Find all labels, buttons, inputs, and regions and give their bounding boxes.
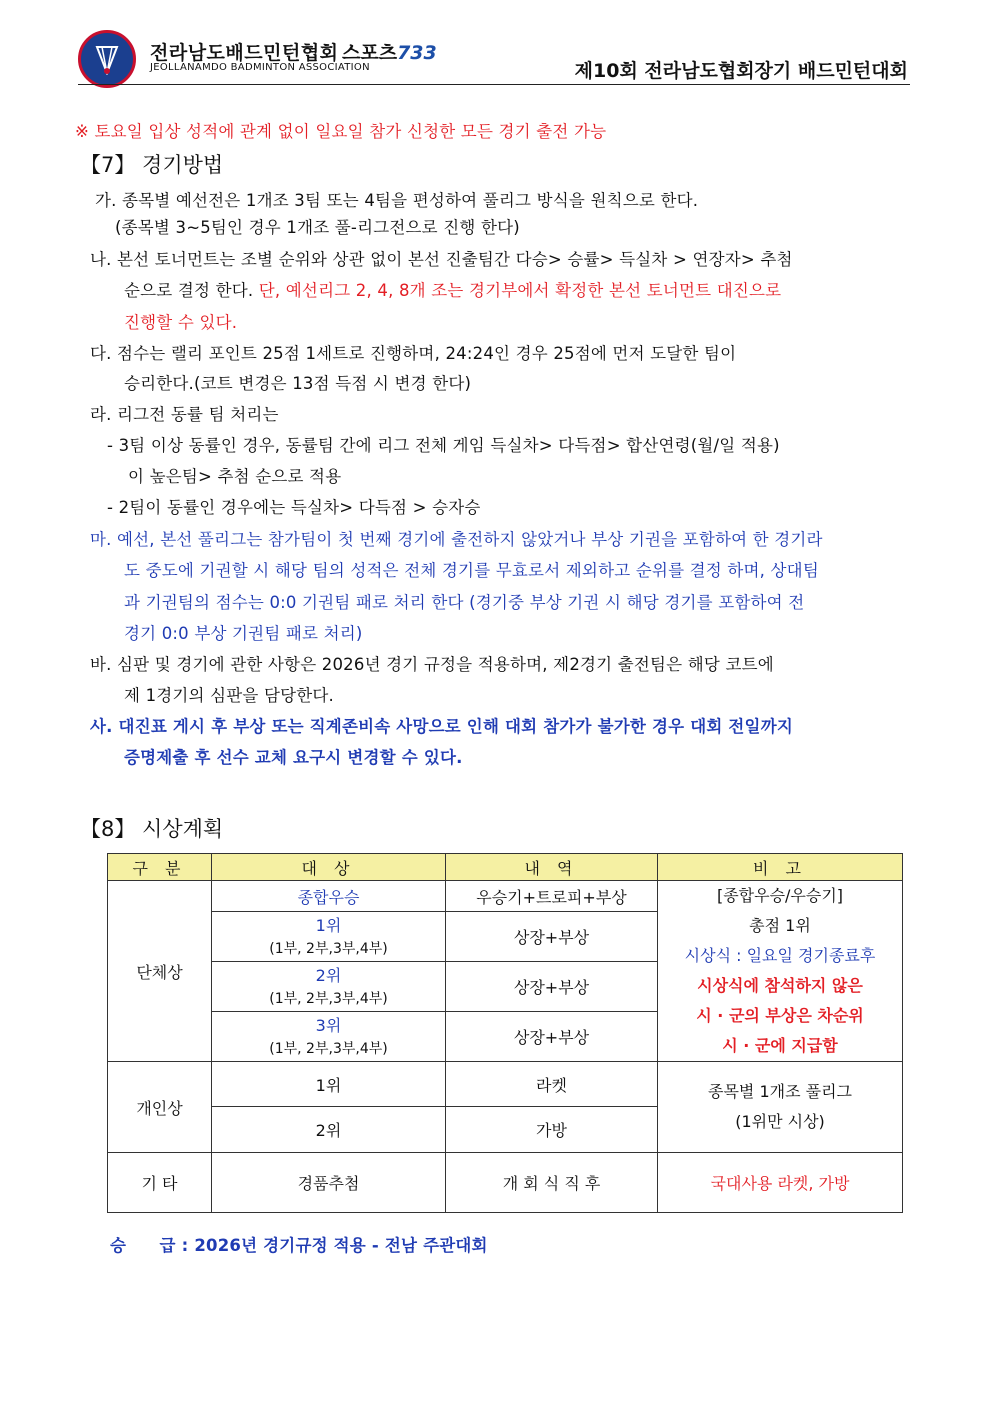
rule-ra-item1: - 3팀 이상 동률인 경우, 동률팀 간에 리그 전체 게임 득실차> 다득점> 합산연령(월/일 적용) <box>107 436 780 455</box>
header-note: 비 고 <box>658 854 903 881</box>
team-note-line6: 시 · 군에 지급함 <box>722 1036 838 1055</box>
rule-na-cont <box>124 277 781 301</box>
team-rank-3-divisions: (1부, 2부,3부,4부) <box>269 1040 388 1057</box>
section8-title: 【8】 시상계획 <box>80 817 224 841</box>
rule-ma-cont3: 경기 0:0 부상 기권팀 패로 처리) <box>124 624 363 643</box>
sports733-logo <box>342 38 437 65</box>
team-rank-1: 1위 <box>315 915 342 935</box>
rule-ba: 바. 심판 및 경기에 관한 사항은 2026년 경기 규정을 적용하며, 제2경기 출전팀은 해당 코트에 <box>90 655 774 674</box>
team-note-line3: 시상식 : 일요일 경기종료후 <box>684 946 876 965</box>
rule-na-exception: 단, 예선리그 2, 4, 8개 조는 경기부에서 확정한 본선 토너먼트 대진으로 <box>258 281 782 300</box>
award-table <box>107 853 903 1213</box>
event-title: 제10회 전라남도협회장기 배드민턴대회 <box>574 60 908 82</box>
rule-ma: 마. 예선, 본선 풀리그는 참가팀이 첫 번째 경기에 출전하지 않았거나 부상 기권을 포함하여 한 경기라 <box>90 530 823 549</box>
team-rank-1-divisions: (1부, 2부,3부,4부) <box>269 940 388 957</box>
team-rank-2: 2위 <box>315 965 342 985</box>
shuttlecock-icon <box>93 43 121 75</box>
individual-target-1st: 1위 <box>212 1062 446 1107</box>
individual-target-2nd: 2위 <box>212 1107 446 1153</box>
team-detail-2nd: 상장+부상 <box>446 962 658 1012</box>
table-row <box>108 1062 903 1107</box>
rule-ba-cont: 제 1경기의 심판을 담당한다. <box>124 686 335 705</box>
team-target-2nd <box>212 962 446 1012</box>
team-target-1st <box>212 912 446 962</box>
rule-na: 나. 본선 토너먼트는 조별 순위와 상관 없이 본선 진출팀간 다승> 승률> 득실차 > 연장자> 추첨 <box>90 250 793 269</box>
rule-ra-item2: - 2팀이 동률인 경우에는 득실차> 다득점 > 승자승 <box>107 498 481 517</box>
individual-detail-1st: 라켓 <box>446 1062 658 1107</box>
group-etc: 기 타 <box>108 1153 212 1213</box>
rule-ra: 라. 리그전 동률 팀 처리는 <box>90 405 279 424</box>
header-detail: 내 역 <box>446 854 658 881</box>
team-target-overall: 종합우승 <box>212 881 446 912</box>
association-logo <box>78 30 136 88</box>
saturday-notice: ※ 토요일 입상 성적에 관계 없이 일요일 참가 신청한 모든 경기 출전 가능 <box>75 122 607 141</box>
header-target: 대 상 <box>212 854 446 881</box>
individual-note <box>658 1062 903 1153</box>
header-divider <box>78 84 910 85</box>
promotion-rule: 승 급 : 2026년 경기규정 적용 - 전남 주관대회 <box>110 1236 488 1255</box>
page-header <box>0 0 992 95</box>
group-team: 단체상 <box>108 881 212 1062</box>
sports-logo-text: 스포츠 <box>342 42 398 64</box>
individual-note-line1: 종목별 1개조 풀리그 <box>708 1082 852 1101</box>
team-note-line5: 시 · 군의 부상은 차순위 <box>696 1006 864 1025</box>
etc-note: 국대사용 라켓, 가방 <box>658 1153 903 1213</box>
team-target-3rd <box>212 1012 446 1062</box>
group-individual: 개인상 <box>108 1062 212 1153</box>
team-detail-3rd: 상장+부상 <box>446 1012 658 1062</box>
team-note-line1: [종합우승/우승기] <box>716 886 844 905</box>
team-note-line2: 총점 1위 <box>749 916 811 935</box>
table-row <box>108 881 903 912</box>
sports-logo-number: 733 <box>397 42 437 64</box>
etc-detail: 개 회 식 직 후 <box>446 1153 658 1213</box>
rule-na-exception-cont: 진행할 수 있다. <box>124 313 238 332</box>
rule-da-cont: 승리한다.(코트 변경은 13점 득점 시 변경 한다) <box>124 374 472 393</box>
rule-ga-note: (종목별 3~5팀인 경우 1개조 풀-리그전으로 진행 한다) <box>115 218 520 237</box>
rule-ma-cont1: 도 중도에 기권할 시 해당 팀의 성적은 전체 경기를 무효로서 제외하고 순위를 결정 하며, 상대팀 <box>124 561 819 580</box>
org-name-english: JEOLLANAMDO BADMINTON ASSOCIATION <box>150 62 370 73</box>
rule-ra-item1-cont: 이 높은팀> 추첨 순으로 적용 <box>128 467 342 486</box>
team-detail-1st: 상장+부상 <box>446 912 658 962</box>
rule-sa: 사. 대진표 게시 후 부상 또는 직계존비속 사망으로 인해 대회 참가가 불가한 경우 대회 전일까지 <box>90 717 793 736</box>
team-rank-3: 3위 <box>315 1015 342 1035</box>
rule-ma-cont2: 과 기권팀의 점수는 0:0 기권팀 패로 처리 한다 (경기중 부상 기권 시 해당 경기를 포함하여 전 <box>124 593 805 612</box>
rule-na-cont-text: 순으로 결정 한다. <box>124 281 254 300</box>
team-note <box>658 881 903 1062</box>
org-name-korean: 전라남도배드민턴협회 <box>150 42 339 64</box>
table-row <box>108 1153 903 1213</box>
team-note-line4: 시상식에 참석하지 않은 <box>697 976 863 995</box>
section7-title: 【7】 경기방법 <box>80 153 224 177</box>
team-detail-overall: 우승기+트로피+부상 <box>446 881 658 912</box>
etc-target: 경품추첨 <box>212 1153 446 1213</box>
rule-sa-cont: 증명제출 후 선수 교체 요구시 변경할 수 있다. <box>124 748 463 767</box>
individual-detail-2nd: 가방 <box>446 1107 658 1153</box>
team-rank-2-divisions: (1부, 2부,3부,4부) <box>269 990 388 1007</box>
rule-ga: 가. 종목별 예선전은 1개조 3팀 또는 4팀을 편성하여 풀리그 방식을 원칙으로 한다. <box>95 191 699 210</box>
header-category: 구 분 <box>108 854 212 881</box>
rule-da: 다. 점수는 랠리 포인트 25점 1세트로 진행하며, 24:24인 경우 25점에 먼저 도달한 팀이 <box>90 344 737 363</box>
individual-note-line2: (1위만 시상) <box>735 1112 825 1131</box>
